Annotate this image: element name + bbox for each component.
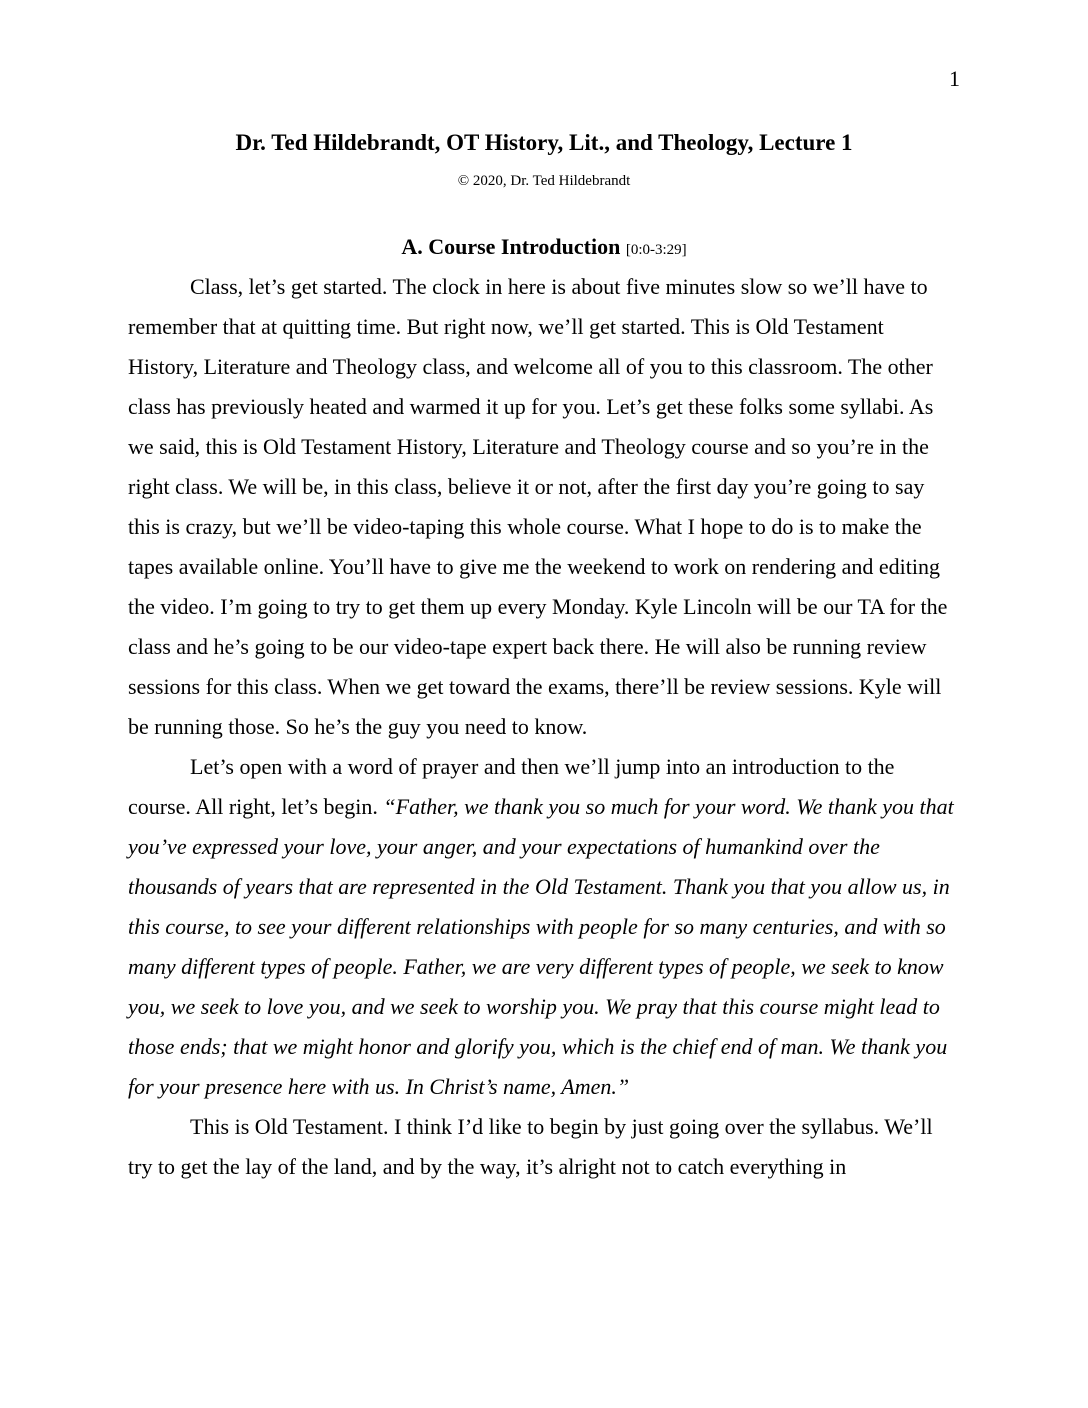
section-timestamp: [0:0-3:29] xyxy=(625,242,687,258)
lecture-body xyxy=(128,267,958,1187)
section-label: A. Course Introduction xyxy=(401,234,621,259)
section-heading xyxy=(0,234,1088,263)
page-number: 1 xyxy=(949,66,960,91)
prayer-text: “Father, we thank you so much for your word. We thank you that you’ve expressed your love, your anger, and your expectations of humankind over the thousands of years that are represented in the Old Testament. Thank you that you allow us, in this course, to see your different relationships with people for so many centuries, and with so many different types of people. Father, we are very different types of people, we seek to know you, we seek to love you, and we seek to worship you. We pray that this course might lead to those ends; that we might honor and glorify you, which is the chief end of man. We thank you for your presence here with us. In Christ’s name, Amen.” xyxy=(128,794,954,1099)
paragraph-syllabus: This is Old Testament. I think I’d like to begin by just going over the syllabus. We’ll try to get the lay of the land, and by the way, it’s alright not to catch everything in xyxy=(128,1114,933,1179)
paragraph-opening: Class, let’s get started. The clock in here is about five minutes slow so we’ll have to remember that at quitting time. But right now, we’ll get started. This is Old Testament History, Literature and Theology class, and welcome all of you to this classroom. The other class has previously heated and warmed it up for you. Let’s get these folks some syllabi. As we said, this is Old Testament History, Literature and Theology course and so you’re in the right class. We will be, in this class, believe it or not, after the first day you’re going to say this is crazy, but we’ll be video-taping this whole course. What I hope to do is to make the tapes available online. You’ll have to give me the weekend to work on rendering and editing the video. I’m going to try to get them up every Monday. Kyle Lincoln will be our TA for the class and he’s going to be our video-tape expert back there. He will also be running review sessions for this class. When we get toward the exams, there’ll be review sessions. Kyle will be running those. So he’s the guy you need to know. xyxy=(128,274,948,739)
document-title: Dr. Ted Hildebrandt, OT History, Lit., and Theology, Lecture 1 xyxy=(235,130,853,155)
paragraph-prayer xyxy=(128,747,958,1107)
copyright-line: © 2020, Dr. Ted Hildebrandt xyxy=(457,173,631,189)
prayer-lead-in: Let’s open with a word of prayer and then we’ll jump into an introduction to the course. All right, let’s begin. xyxy=(128,754,895,819)
